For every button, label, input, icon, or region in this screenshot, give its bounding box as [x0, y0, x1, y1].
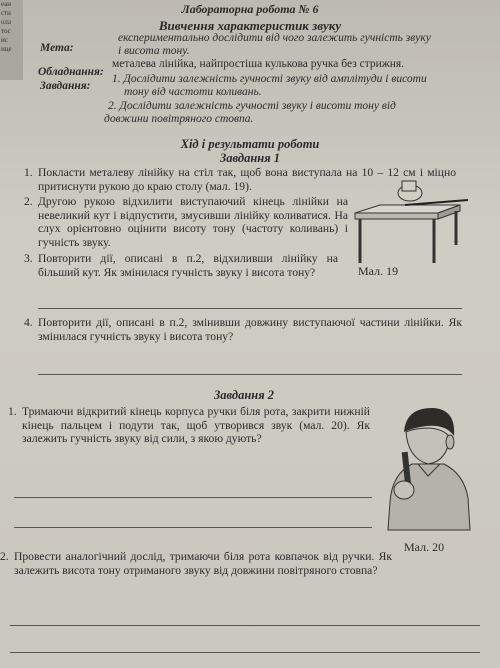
task1-item-3: 3. Повторити дії, описані в п.2, відхиливши лінійку на більший кут. Як змінилася гучність звуку і висота тону?	[24, 252, 338, 279]
answer-line-3[interactable]	[14, 497, 372, 498]
page-header	[0, 2, 500, 34]
fist	[394, 481, 414, 499]
task-goal-1b: тону від частоти коливань.	[124, 86, 262, 98]
figure-20-person-pen	[384, 402, 474, 532]
task2-item-2: 2. Провести аналогічний дослід, тримаючи біля рота ковпачок від ручки. Як залежить висота тону отриманого звуку від довжини повітряного стовпа?	[0, 550, 392, 577]
lab-number: Лабораторна робота № 6	[181, 2, 319, 16]
ear	[446, 435, 454, 449]
goal-text-1: експериментально дослідити від чого залежить гучність звуку	[118, 32, 431, 44]
figure-20-caption: Мал. 20	[404, 540, 445, 554]
equipment-text: металева лінійка, найпростіша кулькова ручка без стрижня.	[112, 58, 405, 70]
answer-line-5[interactable]	[10, 625, 480, 626]
equipment-label: Обладнання:	[38, 66, 104, 78]
figure-19-table-ruler	[350, 175, 470, 265]
wrist	[402, 181, 416, 191]
table-front	[355, 213, 438, 219]
task-goal-2b: довжини повітряного стовпа.	[104, 113, 254, 125]
figure-19-caption: Мал. 19	[358, 264, 399, 278]
answer-line-2[interactable]	[38, 374, 462, 375]
task-goal-2a: 2. Дослідити залежність гучності звуку і висоти тону від	[108, 100, 396, 112]
answer-line-1[interactable]	[38, 308, 462, 309]
task2-item-1: 1. Тримаючи відкритий кінець корпуса ручки біля рота, закрити нижній кінець пальцем і подути так, щоб утворився звук (мал. 20). Як залежить гучність звуку від сили, з якою дують?	[8, 405, 370, 446]
tasks-label: Завдання:	[40, 80, 91, 92]
task1-item-4: 4. Повторити дії, описані в п.2, змінивши довжину виступаючої частини лінійки. Як змінилася гучність звуку і висота тону?	[24, 316, 462, 343]
previous-page-edge: еан стн ола тос ис ице	[0, 0, 23, 80]
task1-item-2: 2. Другою рукою відхилити виступаючий кінець лінійки на невеликий кут і відпустити, змусивши лінійку коливатися. На слух орієнтовно оцінити висоту тону (частоту коливань) і гучність звуку.	[24, 195, 348, 249]
answer-line-4[interactable]	[14, 527, 372, 528]
task1-item-1: 1. Покласти металеву лінійку на стіл так, щоб вона виступала на 10 – 12 см і міцно притиснути рукою до краю столу (мал. 19).	[24, 166, 456, 193]
goal-text-2: і висота тону.	[118, 45, 190, 57]
face	[406, 428, 450, 464]
answer-line-6[interactable]	[10, 652, 480, 653]
task-goal-1a: 1. Дослідити залежність гучності звуку від амплітуди і висоти	[112, 73, 427, 85]
progress-title: Хід і результати роботи	[180, 137, 320, 151]
goal-label: Мета:	[40, 42, 74, 54]
task2-title: Завдання 2	[213, 388, 275, 402]
task1-title: Завдання 1	[219, 151, 281, 165]
lab-title: Вивчення характеристик звуку	[158, 18, 342, 33]
